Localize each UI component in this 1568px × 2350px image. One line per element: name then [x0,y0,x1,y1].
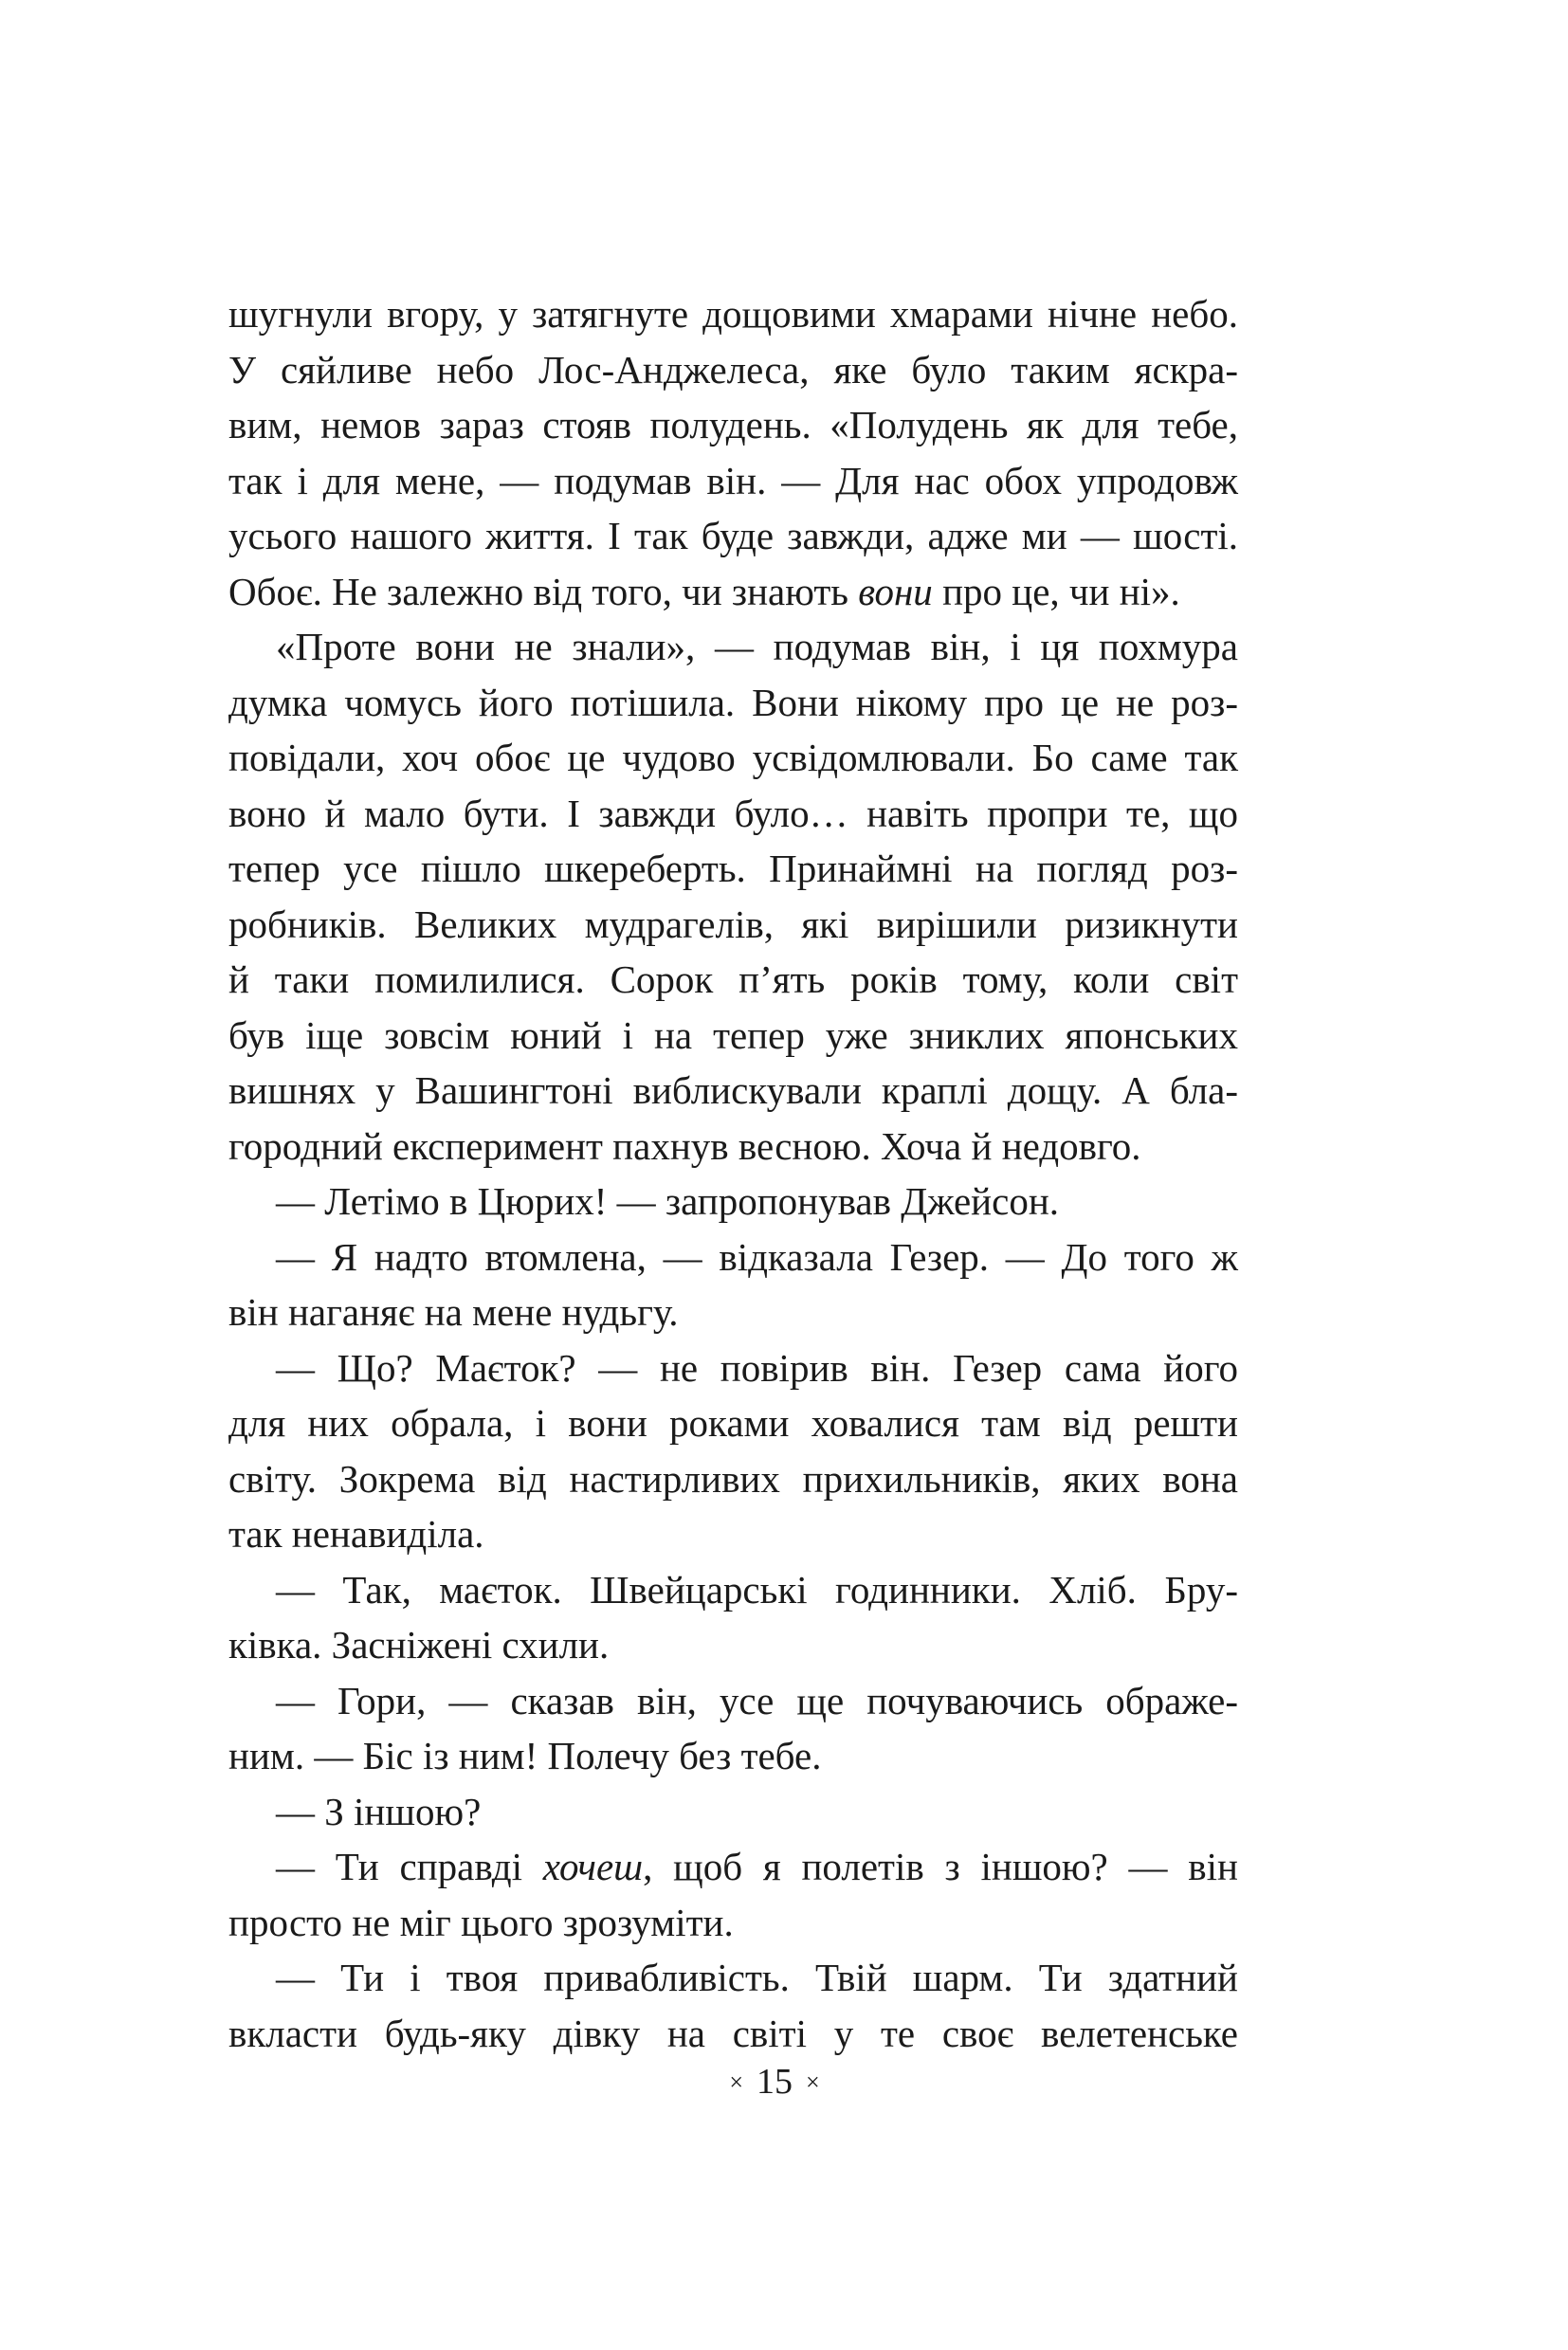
text-segment: він наганяє на мене нудьгу. [228,1290,679,1334]
text-line [228,1506,1238,1562]
text-segment: ківка. Засніжені схили. [228,1623,610,1667]
folio-mark-left: × [729,2068,743,2096]
text-line [228,1562,1238,1618]
text-segment: так ненавиділа. [228,1512,484,1556]
text-segment: був іще зовсім юний і на тепер уже зниклих японських [228,1012,1238,1057]
text-line [228,952,1238,1008]
text-line [228,841,1238,897]
text-line [228,1230,1238,1285]
text-segment: вкласти будь-яку дівку на світі у те своє велетенське [228,2011,1238,2055]
text-line [228,730,1238,786]
text-segment: — Так, маєток. Швейцарські годинники. Хліб. Бру- [276,1567,1238,1612]
text-line [228,453,1238,509]
text-line [228,286,1238,342]
text-segment: — Я надто втомлена, — відказала Гезер. — До того ж [276,1234,1238,1279]
text-line [228,1673,1238,1729]
text-line [228,2006,1238,2062]
text-segment: У сяйливе небо Лос-Анджелеса, яке було таким яскра- [228,347,1238,392]
text-line [228,1340,1238,1396]
text-segment: про це, чи ні». [932,569,1180,613]
text-line [228,1063,1238,1119]
italic-text: вони [858,569,933,613]
text-segment: ним. — Біс із ним! Полечу без тебе. [228,1734,822,1777]
text-line [228,508,1238,564]
text-segment: для них обрала, і вони роками ховалися там від решти [228,1401,1238,1445]
text-segment: — Гори, — сказав він, усе ще почуваючись ображе- [276,1678,1238,1722]
text-segment: — Що? Маєток? — не повірив він. Гезер сама його [276,1345,1238,1390]
text-line [228,564,1238,620]
text-segment: й таки помилилися. Сорок п’ять років тому, коли світ [228,957,1238,1001]
text-line [228,1174,1238,1230]
text-line [228,897,1238,953]
page-number: 15 [757,2062,793,2102]
text-segment: робників. Великих мудрагелів, які вирішили ризикнути [228,902,1238,946]
text-line [228,1451,1238,1507]
folio-mark-right: × [806,2068,820,2096]
text-line [228,397,1238,453]
text-segment: повідали, хоч обоє це чудово усвідомлювали. Бо саме так [228,736,1238,779]
italic-text: хочеш [542,1845,644,1888]
text-line [228,1617,1238,1673]
text-line [228,1119,1238,1175]
text-line [228,786,1238,842]
text-segment: світу. Зокрема від настирливих прихильників, яких вона [228,1456,1238,1501]
text-line [228,342,1238,398]
text-line [228,1895,1238,1951]
text-line [228,1728,1238,1784]
text-segment: просто не міг цього зрозуміти. [228,1900,734,1944]
text-line [228,675,1238,731]
text-line [228,1284,1238,1340]
text-line [228,1950,1238,2006]
text-segment: вишнях у Вашингтоні виблискували краплі дощу. А бла- [228,1068,1238,1112]
text-line [228,1784,1238,1840]
text-segment: — Ти і твоя привабливість. Твій шарм. Ти здатний [276,1956,1238,1999]
text-segment: вим, немов зараз стояв полудень. «Полудень як для тебе, [228,403,1238,446]
text-segment: воно й мало бути. І завжди було… навіть пропри те, що [228,791,1238,835]
text-segment: — Летімо в Цюрих! — запропонував Джейсон. [276,1179,1060,1223]
text-segment: шугнули вгору, у затягнуте дощовими хмарами нічне небо. [228,292,1238,336]
page-number-footer [0,2059,1559,2105]
text-line [228,1839,1238,1895]
text-segment: думка чомусь його потішила. Вони нікому про це не роз- [228,680,1238,724]
text-segment: «Проте вони не знали», — подумав він, і ця похмура [276,625,1238,668]
text-segment: , щоб я полетів з іншою? — він [643,1845,1238,1888]
text-segment: городний експеримент пахнув весною. Хоча й недовго. [228,1123,1141,1168]
text-segment: так і для мене, — подумав він. — Для нас обох упродовж [228,458,1238,502]
text-segment: — Ти справді [276,1845,543,1888]
text-line [228,1008,1238,1064]
text-segment: Обоє. Не залежно від того, чи знають [228,569,859,613]
text-line [228,619,1238,675]
text-line [228,1395,1238,1451]
body-text [228,286,1238,2061]
text-segment: усього нашого життя. І так буде завжди, адже ми — шості. [228,514,1238,557]
text-segment: тепер усе пішло шкереберть. Принаймні на погляд роз- [228,847,1238,890]
text-segment: — З іншою? [276,1789,482,1833]
